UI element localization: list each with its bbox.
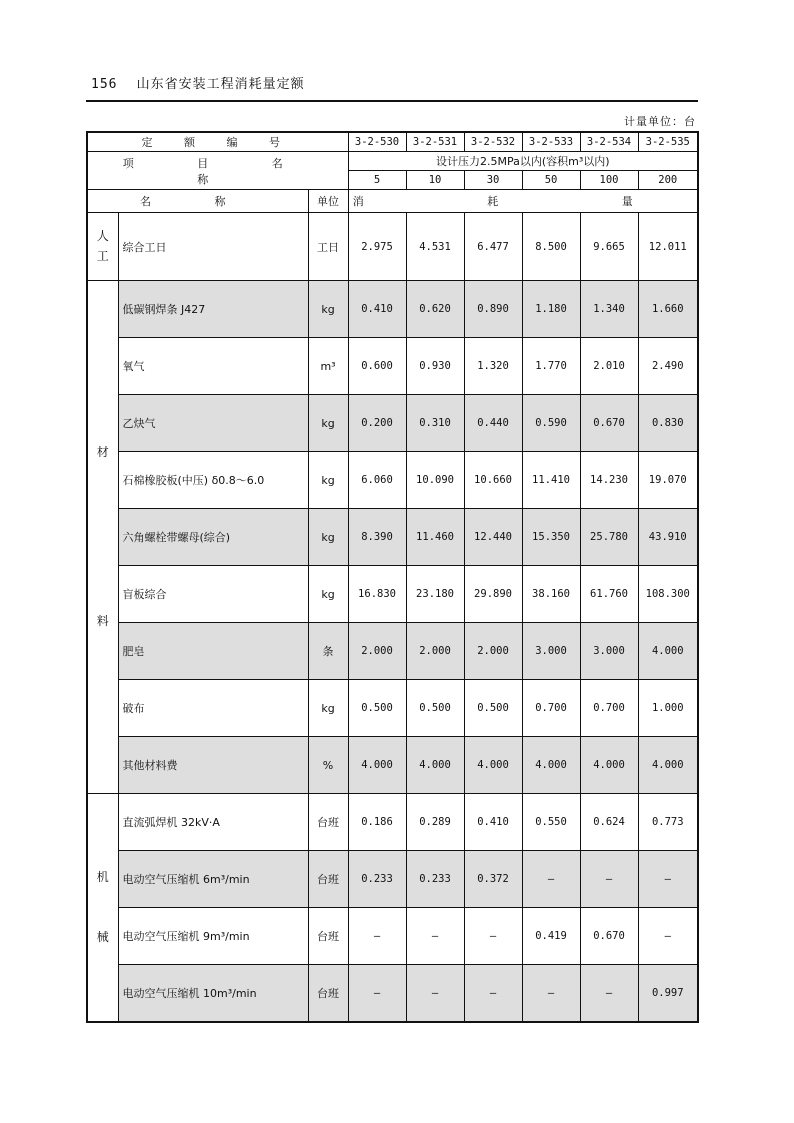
value-cell: 1.660 (638, 281, 698, 338)
capacity-value: 50 (522, 171, 580, 190)
value-cell: 10.660 (464, 452, 522, 509)
value-cell: — (638, 851, 698, 908)
value-cell: 0.200 (348, 395, 406, 452)
capacity-value: 100 (580, 171, 638, 190)
value-cell: 12.011 (638, 213, 698, 281)
value-cell: 4.000 (464, 737, 522, 794)
value-cell: 0.410 (464, 794, 522, 851)
value-cell: 0.310 (406, 395, 464, 452)
value-cell: 0.289 (406, 794, 464, 851)
value-cell: 0.773 (638, 794, 698, 851)
unit-column-header: 单位 (308, 190, 348, 213)
value-cell: 6.477 (464, 213, 522, 281)
value-cell: 0.500 (464, 680, 522, 737)
row-unit: kg (308, 509, 348, 566)
category-material (87, 281, 118, 794)
value-cell: 2.000 (464, 623, 522, 680)
value-cell: 4.000 (348, 737, 406, 794)
consumption-column-header: 消 耗 量 (348, 190, 698, 213)
capacity-value: 5 (348, 171, 406, 190)
value-cell: — (464, 908, 522, 965)
row-unit: kg (308, 395, 348, 452)
value-cell: 0.500 (348, 680, 406, 737)
row-unit: kg (308, 281, 348, 338)
value-cell: 0.997 (638, 965, 698, 1023)
value-cell: 15.350 (522, 509, 580, 566)
value-cell: 23.180 (406, 566, 464, 623)
value-cell: — (406, 965, 464, 1023)
row-name: 直流弧焊机 32kV·A (118, 794, 308, 851)
value-cell: 0.930 (406, 338, 464, 395)
capacity-value: 200 (638, 171, 698, 190)
book-title: 山东省安装工程消耗量定额 (136, 77, 305, 92)
quota-code: 3-2-530 (348, 132, 406, 152)
value-cell: 1.180 (522, 281, 580, 338)
value-cell: — (348, 965, 406, 1023)
row-unit: 台班 (308, 851, 348, 908)
row-name: 乙炔气 (118, 395, 308, 452)
value-cell: 2.490 (638, 338, 698, 395)
value-cell: — (580, 965, 638, 1023)
value-cell: 16.830 (348, 566, 406, 623)
value-cell: 2.010 (580, 338, 638, 395)
value-cell: — (522, 851, 580, 908)
row-unit: kg (308, 566, 348, 623)
quota-code-label: 定 额 编 号 (87, 132, 348, 152)
value-cell: 6.060 (348, 452, 406, 509)
value-cell: 2.000 (348, 623, 406, 680)
value-cell: 0.624 (580, 794, 638, 851)
row-name: 肥皂 (118, 623, 308, 680)
row-name: 电动空气压缩机 6m³/min (118, 851, 308, 908)
row-name: 综合工日 (118, 213, 308, 281)
row-name: 六角螺栓带螺母(综合) (118, 509, 308, 566)
value-cell: 0.233 (406, 851, 464, 908)
row-name: 电动空气压缩机 10m³/min (118, 965, 308, 1023)
value-cell: 108.300 (638, 566, 698, 623)
value-cell: 0.550 (522, 794, 580, 851)
value-cell: 1.000 (638, 680, 698, 737)
value-cell: 12.440 (464, 509, 522, 566)
value-cell: 43.910 (638, 509, 698, 566)
value-cell: 25.780 (580, 509, 638, 566)
category-machinery-char: 械 (96, 929, 109, 944)
value-cell: 1.320 (464, 338, 522, 395)
value-cell: 0.500 (406, 680, 464, 737)
value-cell: 4.000 (638, 737, 698, 794)
value-cell: — (464, 965, 522, 1023)
category-labor (87, 213, 118, 281)
row-unit: 台班 (308, 965, 348, 1023)
value-cell: 0.700 (580, 680, 638, 737)
value-cell: 9.665 (580, 213, 638, 281)
capacity-value: 30 (464, 171, 522, 190)
quota-code: 3-2-533 (522, 132, 580, 152)
value-cell: 4.000 (638, 623, 698, 680)
name-column-header: 名 称 (87, 190, 308, 213)
value-cell: 29.890 (464, 566, 522, 623)
quota-code: 3-2-532 (464, 132, 522, 152)
quota-code: 3-2-534 (580, 132, 638, 152)
value-cell: 11.410 (522, 452, 580, 509)
value-cell: 2.000 (406, 623, 464, 680)
value-cell: 3.000 (522, 623, 580, 680)
row-name: 石棉橡胶板(中压) δ0.8～6.0 (118, 452, 308, 509)
category-material-char: 材 (96, 444, 109, 459)
row-name: 盲板综合 (118, 566, 308, 623)
value-cell: 3.000 (580, 623, 638, 680)
value-cell: 0.419 (522, 908, 580, 965)
value-cell: 0.700 (522, 680, 580, 737)
value-cell: 38.160 (522, 566, 580, 623)
value-cell: 0.440 (464, 395, 522, 452)
capacity-value: 10 (406, 171, 464, 190)
value-cell: 8.390 (348, 509, 406, 566)
category-labor-label: 人工 (96, 229, 109, 263)
row-unit: m³ (308, 338, 348, 395)
value-cell: 1.340 (580, 281, 638, 338)
value-cell: — (522, 965, 580, 1023)
design-condition: 设计压力2.5MPa以内(容积m³以内) (348, 152, 698, 171)
row-unit: 台班 (308, 794, 348, 851)
value-cell: 0.670 (580, 908, 638, 965)
value-cell: 4.000 (522, 737, 580, 794)
row-unit: kg (308, 680, 348, 737)
value-cell: — (638, 908, 698, 965)
category-machinery (87, 794, 118, 1023)
value-cell: — (348, 908, 406, 965)
row-unit: 条 (308, 623, 348, 680)
category-material-char: 料 (96, 614, 109, 628)
row-name: 氧气 (118, 338, 308, 395)
quota-table (86, 131, 699, 1023)
row-unit: % (308, 737, 348, 794)
item-name-label: 项 目 名 称 (87, 152, 348, 190)
page-header (91, 73, 305, 92)
value-cell: 61.760 (580, 566, 638, 623)
value-cell: 0.830 (638, 395, 698, 452)
value-cell: — (580, 851, 638, 908)
value-cell: 0.600 (348, 338, 406, 395)
header-rule (86, 100, 698, 102)
value-cell: 4.531 (406, 213, 464, 281)
value-cell: 2.975 (348, 213, 406, 281)
value-cell: 8.500 (522, 213, 580, 281)
value-cell: 0.233 (348, 851, 406, 908)
row-unit: kg (308, 452, 348, 509)
value-cell: 10.090 (406, 452, 464, 509)
value-cell: 14.230 (580, 452, 638, 509)
value-cell: 19.070 (638, 452, 698, 509)
page-number: 156 (91, 77, 118, 92)
value-cell: 0.372 (464, 851, 522, 908)
row-name: 破布 (118, 680, 308, 737)
quota-code: 3-2-531 (406, 132, 464, 152)
row-name: 其他材料费 (118, 737, 308, 794)
row-name: 电动空气压缩机 9m³/min (118, 908, 308, 965)
row-unit: 工日 (308, 213, 348, 281)
value-cell: 11.460 (406, 509, 464, 566)
quota-code: 3-2-535 (638, 132, 698, 152)
measurement-unit-note: 计量单位：台 (624, 115, 696, 128)
row-unit: 台班 (308, 908, 348, 965)
value-cell: 4.000 (580, 737, 638, 794)
value-cell: 0.410 (348, 281, 406, 338)
value-cell: — (406, 908, 464, 965)
value-cell: 0.620 (406, 281, 464, 338)
value-cell: 0.890 (464, 281, 522, 338)
value-cell: 0.670 (580, 395, 638, 452)
row-name: 低碳钢焊条 J427 (118, 281, 308, 338)
value-cell: 0.590 (522, 395, 580, 452)
category-machinery-char: 机 (96, 870, 109, 885)
value-cell: 4.000 (406, 737, 464, 794)
value-cell: 1.770 (522, 338, 580, 395)
value-cell: 0.186 (348, 794, 406, 851)
